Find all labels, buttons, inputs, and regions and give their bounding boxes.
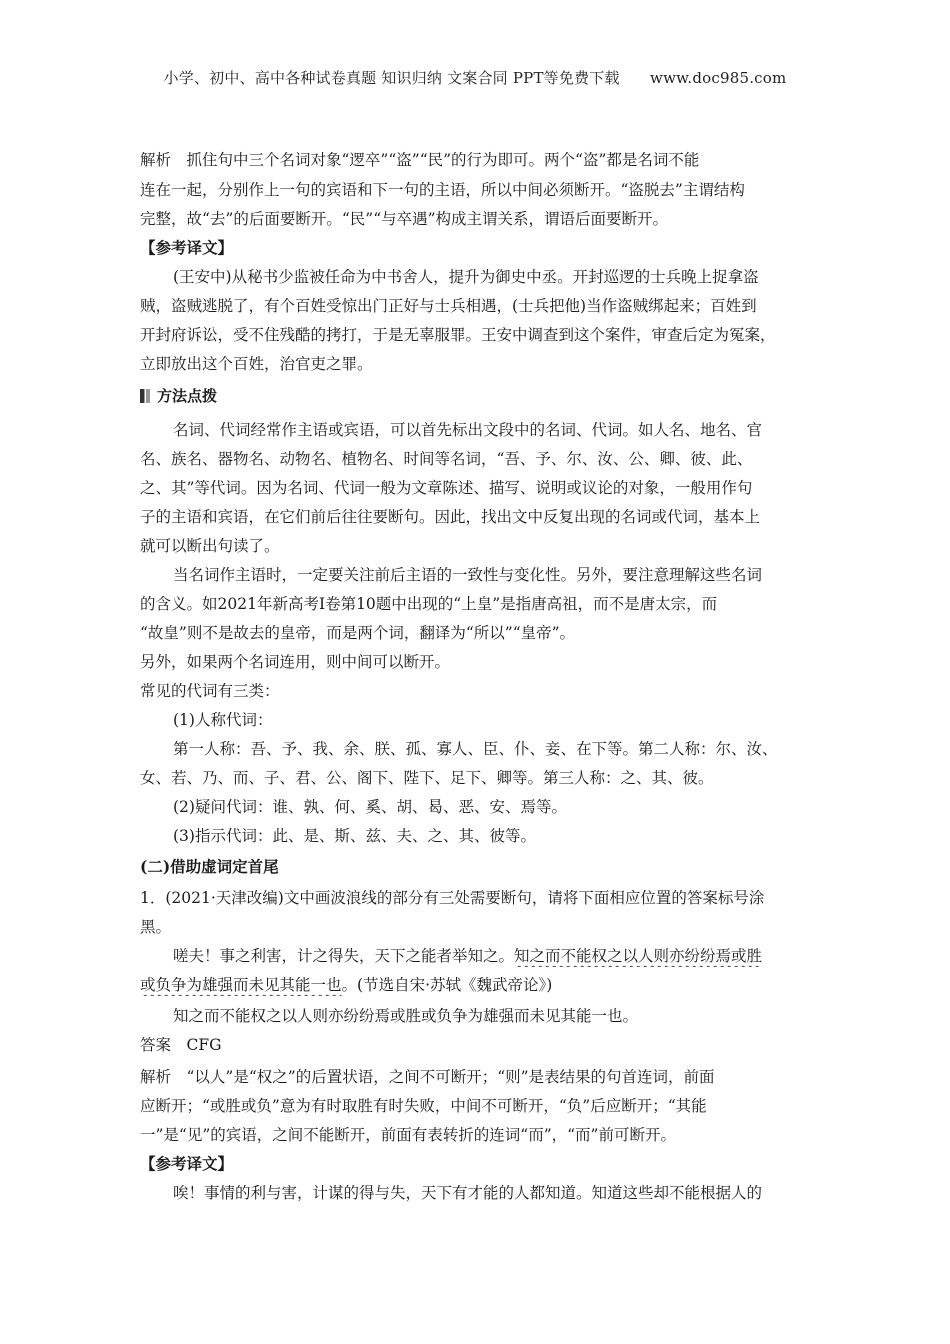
pronoun-category: (2)疑问代词：谁、孰、何、奚、胡、曷、恶、安、焉等。 xyxy=(173,798,567,816)
method-line: 常见的代词有三类： xyxy=(140,682,280,700)
analysis-line: 应断开；“或胜或负”意为有时取胜有时失败，中间不可断开，“负”后应断开；“其能 xyxy=(140,1097,707,1115)
method-heading-label: 方法点拨 xyxy=(157,387,218,405)
passage-line xyxy=(173,945,820,967)
translation-line: 立即放出这个百姓，治官吏之罪。 xyxy=(140,355,373,373)
answer-options-line: 知之而不能权之以人则亦纷纷焉或胜或负争为雄强而未见其能一也。 xyxy=(173,1007,639,1025)
method-line: 子的主语和宾语，在它们前后往往要断句。因此，找出文中反复出现的名词或代词，基本上 xyxy=(140,508,761,526)
method-heading xyxy=(140,385,820,407)
passage-line xyxy=(140,974,820,996)
wavy-underlined-text: 知之而不能权之以人则亦纷纷焉或胜 xyxy=(514,947,763,965)
method-line: 名词、代词经常作主语或宾语，可以首先标出文段中的名词、代词。如人名、地名、官 xyxy=(173,421,763,439)
translation-line: 贼，盗贼逃脱了，有个百姓受惊出门正好与士兵相遇，(士兵把他)当作盗贼绑起来；百姓到 xyxy=(140,297,757,315)
reference-translation-heading: 【参考译文】 xyxy=(140,1154,234,1173)
pronoun-line: 第一人称：吾、予、我、余、朕、孤、寡人、臣、仆、妾、在下等。第二人称：尔、汝、 xyxy=(173,740,778,758)
method-line: 就可以断出句读了。 xyxy=(140,537,280,555)
page-header: 小学、初中、高中各种试卷真题 知识归纳 文案合同 PPT等免费下载 www.doc985.com xyxy=(163,69,787,87)
translation-line: 唉！事情的利与害，计谋的得与失，天下有才能的人都知道。知道这些却不能根据人的 xyxy=(173,1184,763,1202)
analysis-line: 一”是“见”的宾语，之间不能断开，前面有表转折的连词“而”，“而”前可断开。 xyxy=(140,1126,676,1144)
analysis-line: 连在一起，分别作上一句的宾语和下一句的主语，所以中间必须断开。“盗脱去”主谓结构 xyxy=(140,181,745,199)
method-line: 当名词作主语时，一定要关注前后主语的一致性与变化性。另外，要注意理解这些名词 xyxy=(173,566,763,584)
answer-line: 答案 CFG xyxy=(140,1036,222,1054)
translation-line: (王安中)从秘书少监被任命为中书舍人，提升为御史中丞。开封巡逻的士兵晚上捉拿盗 xyxy=(173,268,759,286)
translation-line: 开封府诉讼，受不住残酷的拷打，于是无辜服罪。王安中调查到这个案件，审查后定为冤案， xyxy=(140,326,776,344)
method-line: 名、族名、器物名、动物名、植物名、时间等名词，“吾、予、尔、汝、公、卿、彼、此、 xyxy=(140,450,753,468)
subsection-heading: (二)借助虚词定首尾 xyxy=(140,857,279,876)
wavy-underlined-text: 或负争为雄强而未见其能一也 xyxy=(140,976,342,994)
passage-source: 。(节选自宋·苏轼《魏武帝论》) xyxy=(341,976,553,994)
pronoun-line: 女、若、乃、而、子、君、公、阁下、陛下、足下、卿等。第三人称：之、其、彼。 xyxy=(140,769,714,787)
method-line: 的含义。如2021年新高考Ⅰ卷第10题中出现的“上皇”是指唐高祖，而不是唐太宗，而 xyxy=(140,595,718,613)
pronoun-category: (3)指示代词：此、是、斯、兹、夫、之、其、彼等。 xyxy=(173,827,536,845)
pronoun-category: (1)人称代词： xyxy=(173,711,273,729)
analysis-line: 完整，故“去”的后面要断开。“民”“与卒遇”构成主谓关系，谓语后面要断开。 xyxy=(140,210,669,228)
question-stem: 黑。 xyxy=(140,918,172,936)
analysis-line: 解析 抓住句中三个名词对象“逻卒”“盗”“民”的行为即可。两个“盗”都是名词不能 xyxy=(140,151,700,169)
method-line: 另外，如果两个名词连用，则中间可以断开。 xyxy=(140,653,451,671)
question-stem: 1．(2021·天津改编)文中画波浪线的部分有三处需要断句，请将下面相应位置的答案标号涂 xyxy=(140,889,765,907)
method-line: 之、其”等代词。因为名词、代词一般为文章陈述、描写、说明或议论的对象，一般用作句 xyxy=(140,479,753,497)
section-marker-icon xyxy=(140,389,150,403)
analysis-line: 解析 “以人”是“权之”的后置状语，之间不可断开；“则”是表结果的句首连词，前面 xyxy=(140,1068,715,1086)
reference-translation-heading: 【参考译文】 xyxy=(140,238,234,257)
method-line: “故皇”则不是故去的皇帝，而是两个词，翻译为“所以”“皇帝”。 xyxy=(140,624,576,642)
passage-text: 嗟夫！事之利害，计之得失，天下之能者举知之。 xyxy=(173,947,515,965)
